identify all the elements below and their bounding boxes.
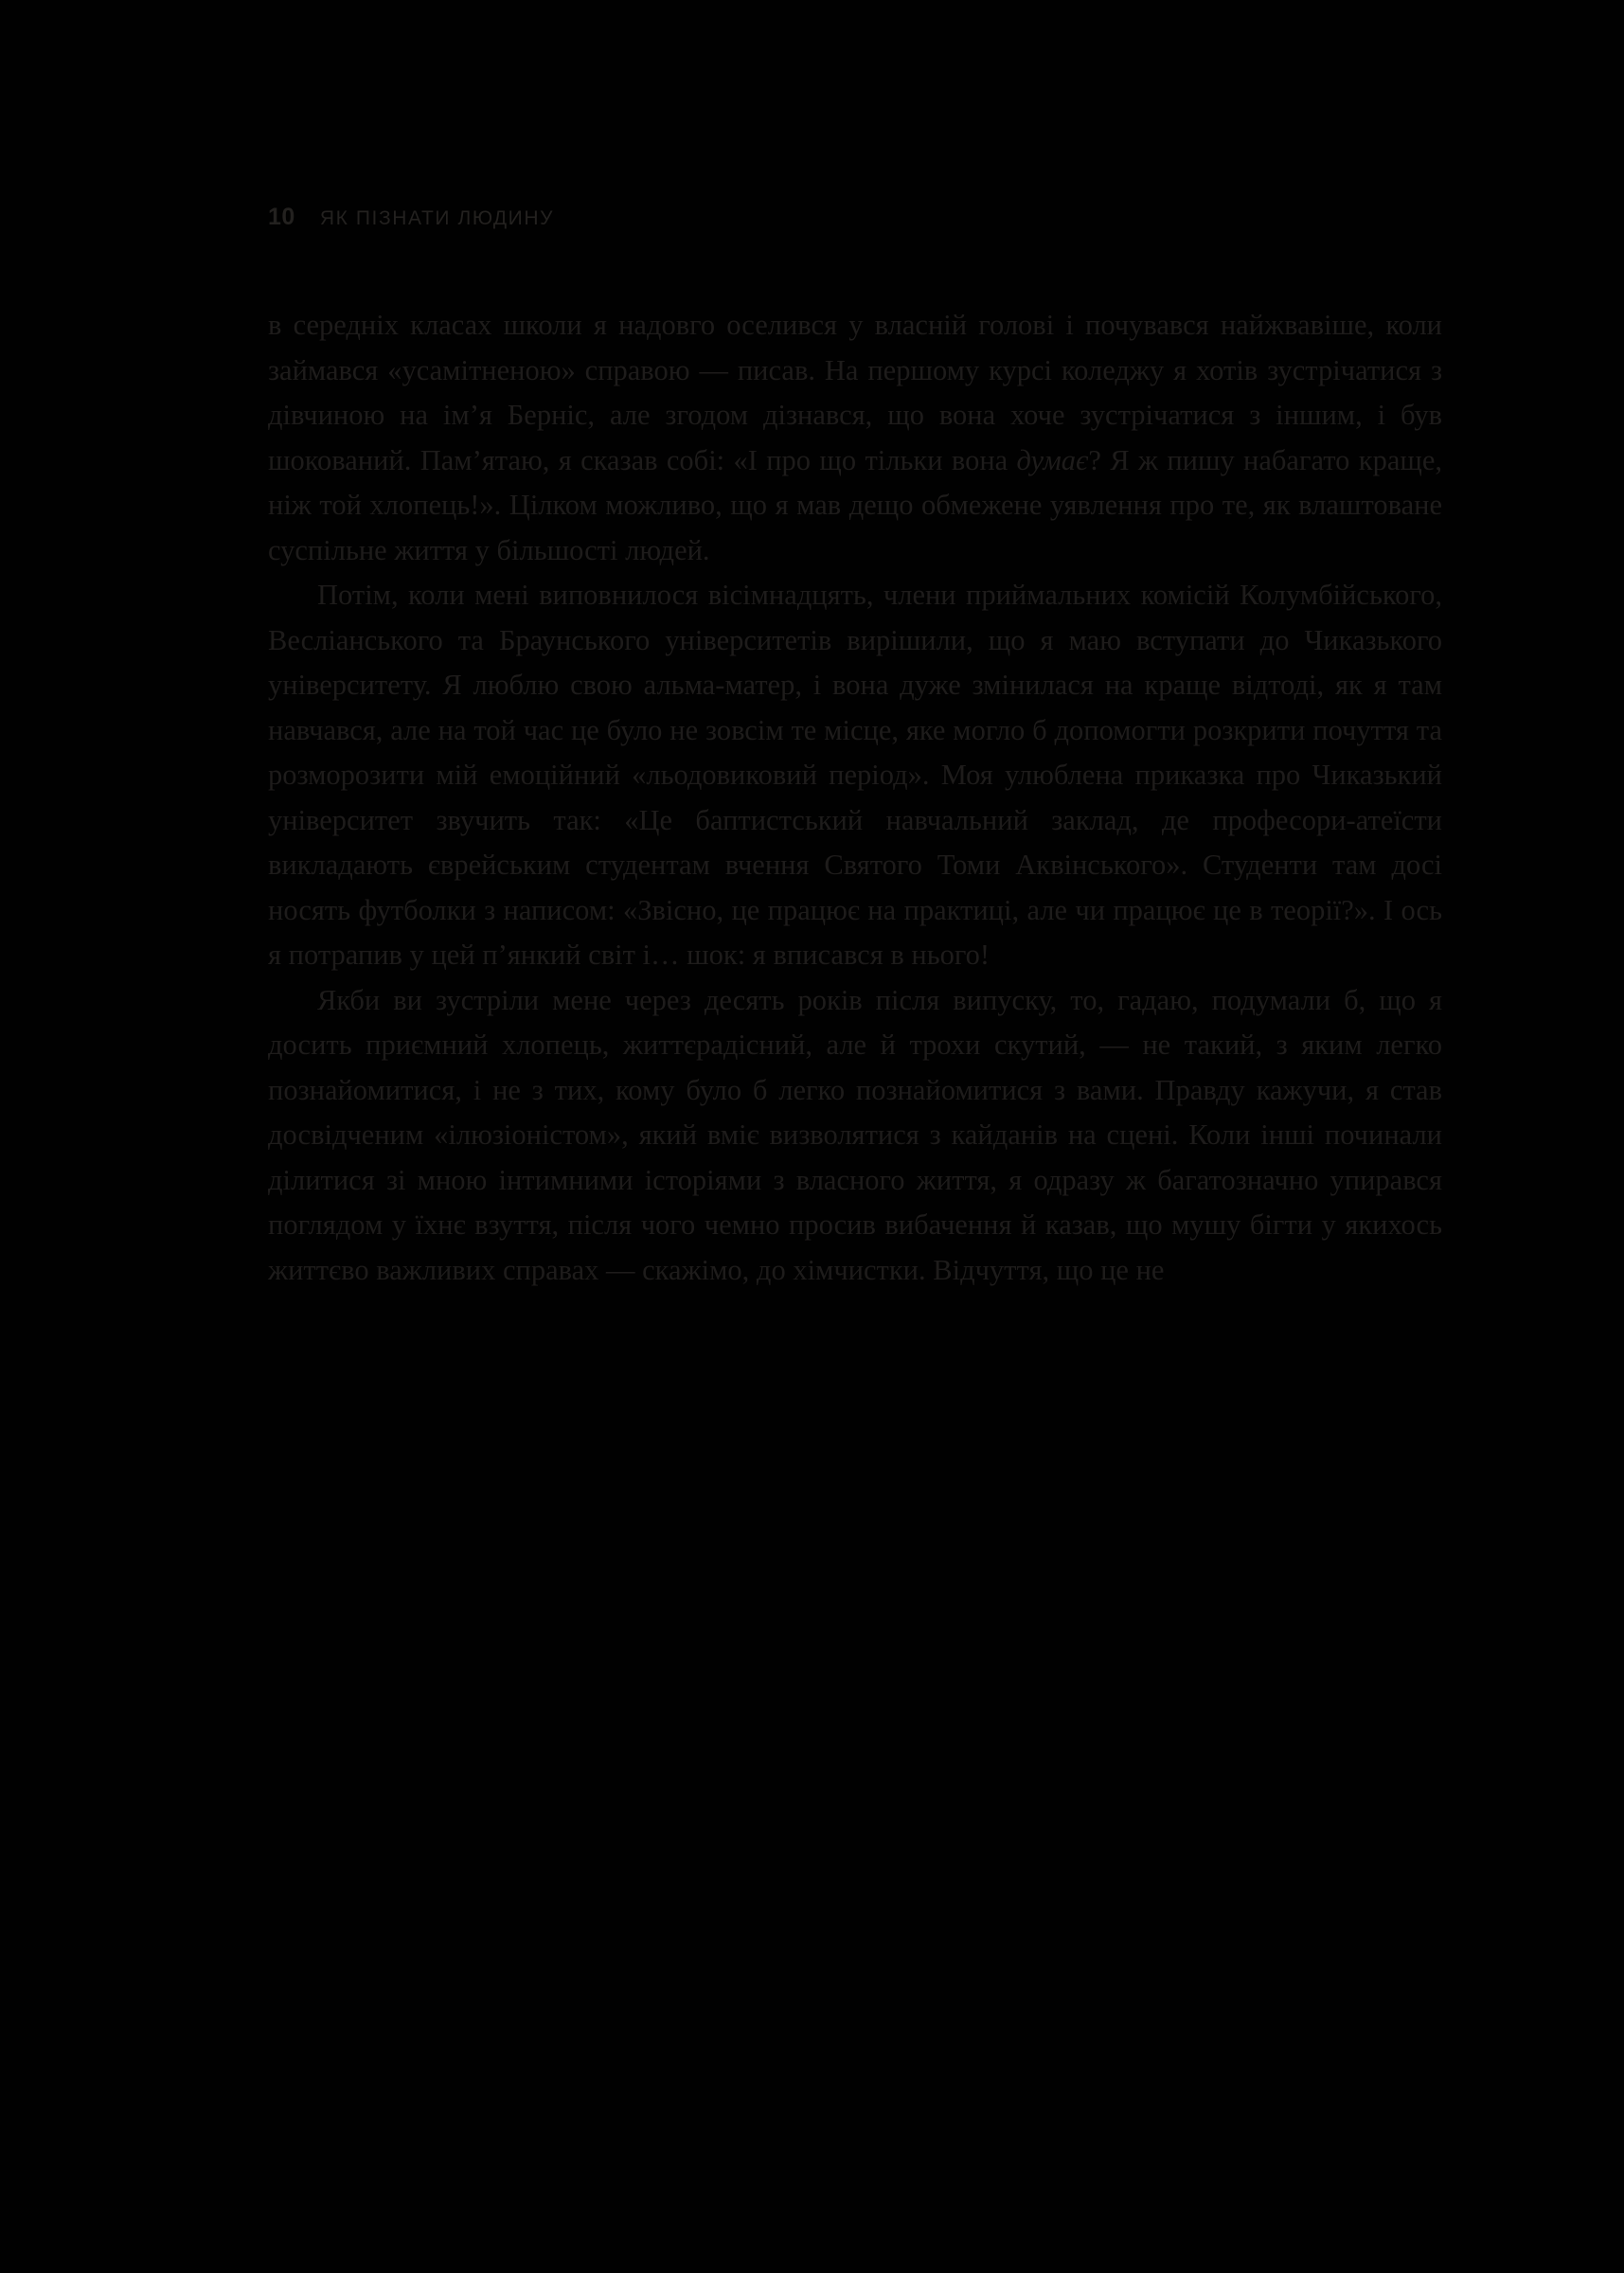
paragraph: Потім, коли мені виповнилося вісімнадцять, члени приймальних комісій Колумбійського, Весліанського та Браунського університетів вирішили, що я маю вступати до Чиказького університету. Я люблю свою альма-матер, і вона дуже змінилася на краще відтоді, як я там навчався, але на той час це було не зовсім те місце, яке могло б допомогти розкрити почуття та розморозити мій емоційний «льодовиковий період». Моя улюблена приказка про Чиказький університет звучить так: «Це баптистський навчальний заклад, де професори-атеїсти викладають єврейським студентам вчення Святого Томи Аквінського». Студенти там досі носять футболки з написом: «Звісно, це працює на практиці, але чи працює це в теорії?». І ось я потрапив у цей п’янкий світ і… шок: я вписався в нього! [268,579,1442,971]
running-head [268,204,554,231]
page-number: 10 [268,204,295,230]
emphasis: думає [1016,443,1089,476]
running-title: ЯК ПІЗНАТИ ЛЮДИНУ [319,207,555,229]
paragraph: Якби ви зустріли мене через десять років після випуску, то, гадаю, подумали б, що я досить приємний хлопець, життєрадісний, але й трохи скутий, — не такий, з яким легко познайомитися, і не з тих, кому було б легко познайомитися з вами. Правду кажучи, я став досвідченим «ілюзіоністом», який вміє визволятися з кайданів на сцені. Коли інші починали ділитися зі мною інтимними історіями з власного життя, я одразу ж багатозначно упирався поглядом у їхнє взуття, після чого чемно просив вибачення й казав, що мушу бігти у якихось життєво важливих справах — скажімо, до хімчистки. Відчуття, що це не [268,983,1442,1286]
paragraph: в середніх класах школи я надовго оселився у власній голові і почувався найжвавіше, коли займався «усамітненою» справою — писав. На першому курсі коледжу я хотів зустрічатися з дівчиною на ім’я Берніс, але згодом дізнався, що вона хоче зустрічатися з іншим, і був шокований. Пам’ятаю, я сказав собі: «І про що тільки вона думає? Я ж пишу набагато краще, ніж той хлопець!». Цілком можливо, що я мав дещо обмежене уявлення про те, як влаштоване суспільне життя у більшості людей. [268,309,1442,566]
body-text [268,303,1442,1293]
